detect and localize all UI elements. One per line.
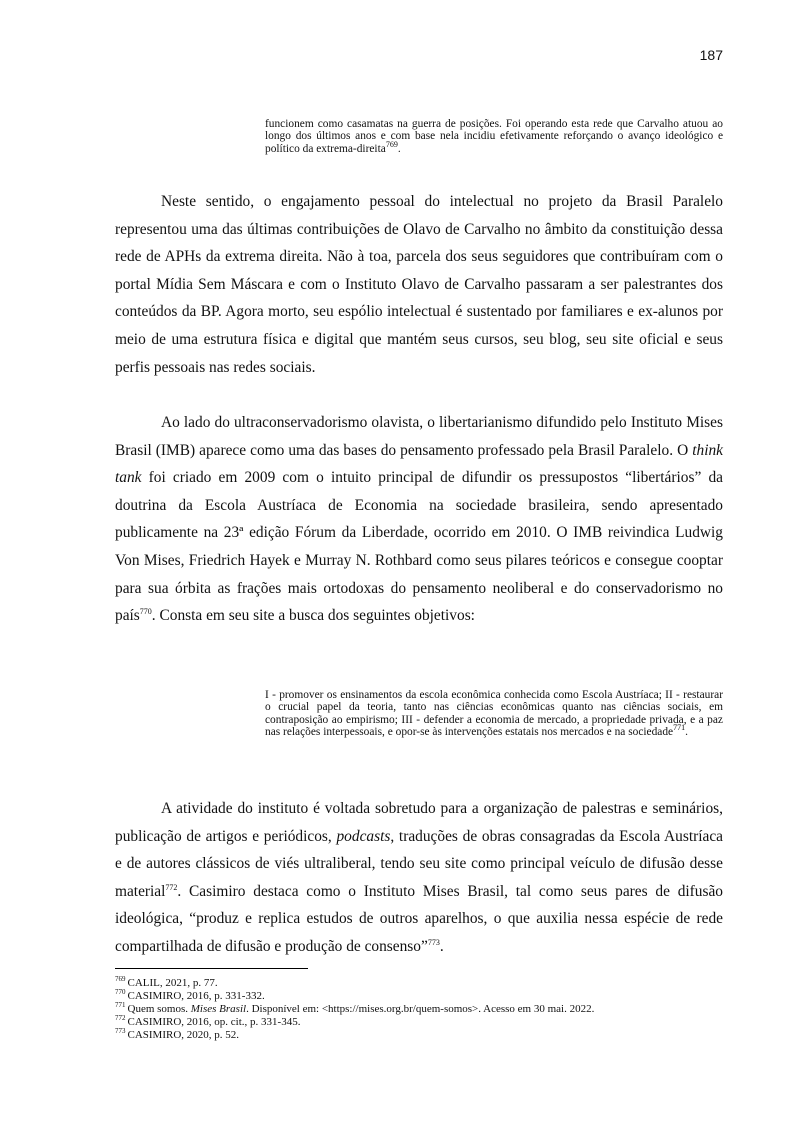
paragraph-1 xyxy=(115,188,723,381)
emphasis-think-tank: think tank xyxy=(115,441,723,487)
block-quote-1: funcionem como casamatas na guerra de posições. Foi operando esta rede que Carvalho atuou ao longo dos últimos anos e com base nela incidiu efetivamente reforçando o avanço ideológico e político da extrema-direita$^{769}$. xyxy=(265,118,723,155)
footnote-separator xyxy=(115,968,308,969)
footnote-771: $^{771}$ Quem somos. Mises Brasil. Disponível em: <https://mises.org.br/quem-somos>. Acesso em 30 mai. 2022. xyxy=(115,1001,595,1015)
emphasis-podcasts: podcasts xyxy=(336,827,391,845)
footnote-769: $^{769}$ CALIL, 2021, p. 77. xyxy=(115,975,218,989)
footnote-ref-773[interactable]: 773 xyxy=(427,937,440,947)
paragraph-3: A atividade do instituto é voltada sobretudo para a organização de palestras e seminários, publicação de artigos e periódicos, podcasts, traduções de obras consagradas da Escola Austríaca e de autores clássicos de viés ultraliberal, tendo seu site como principal veículo de difusão desse material$^{772}$. Casimiro destaca como o Instituto Mises Brasil, tal como seus pares de difusão ideológica, “produz e replica estudos de outros aparelhos, o que auxilia nessa espécie de rede compartilhada de difusão e produção de consenso”$^{773}$. xyxy=(115,800,723,955)
footnote-ref-772[interactable]: 772 xyxy=(165,882,178,892)
footnotes xyxy=(115,977,735,1042)
paragraph-text: Neste sentido, o engajamento pessoal do intelectual no projeto da Brasil Paralelo representou uma das últimas contribuições de Olavo de Carvalho no âmbito da constituição dessa rede de APHs da extrema direita. Não à toa, parcela dos seus seguidores que contribuíram com o portal Mídia Sem Máscara e com o Instituto Olavo de Carvalho passaram a ser palestrantes dos conteúdos da BP. Agora morto, seu espólio intelectual é sustentado por familiares e ex-alunos por meio de uma estrutura física e digital que mantém seus cursos, seu blog, seu site oficial e seus perfis pessoais nas redes sociais. xyxy=(115,193,723,376)
footnote-ref-770[interactable]: 770 xyxy=(139,607,152,617)
paragraph-2: Ao lado do ultraconservadorismo olavista, o libertarianismo difundido pelo Instituto Mises Brasil (IMB) aparece como uma das bases do pensamento professado pela Brasil Paralelo. O think tank foi criado em 2009 com o intuito principal de difundir os pressupostos “libertários” da doutrina da Escola Austríaca de Economia na sociedade brasileira, sendo apresentado publicamente na 23ª edição Fórum da Liberdade, ocorrido em 2010. O IMB reivindica Ludwig Von Mises, Friedrich Hayek e Murray N. Rothbard como seus pilares teóricos e consegue cooptar para sua órbita as frações mais ortodoxas do pensamento neoliberal e do conservadorismo no país$^{770}$. Consta em seu site a busca dos seguintes objetivos: xyxy=(115,414,723,625)
page-number: 187 xyxy=(699,47,723,63)
block-quote-2: I - promover os ensinamentos da escola econômica conhecida como Escola Austríaca; II - restaurar o crucial papel da teoria, tanto nas ciências econômicas quanto nas ciências sociais, em contraposição ao empirismo; III - defender a economia de mercado, a propriedade privada, e a paz nas relações interpessoais, e opor-se às intervenções estatais nos mercados e na sociedade$^{771}$. xyxy=(265,689,723,739)
footnote-ref-769[interactable]: 769 xyxy=(385,140,398,150)
quote-text: I - promover os ensinamentos da escola econômica conhecida como Escola Austríaca; II - restaurar o crucial papel da teoria, tanto nas ciências econômicas quanto nas ciências sociais, em contraposição ao empirismo; III - defender a economia de mercado, a propriedade privada, e a paz nas relações interpessoais, e opor-se às intervenções estatais nos mercados e na sociedade xyxy=(265,689,723,739)
footnote-link-text: . Disponível em: <https://mises.org.br/quem-somos>. Acesso em 30 mai. 2022. xyxy=(246,1003,595,1015)
footnote-772: $^{772}$ CASIMIRO, 2016, op. cit., p. 331-345. xyxy=(115,1014,301,1028)
footnote-ref-771[interactable]: 771 xyxy=(673,723,686,733)
footnote-770: $^{770}$ CASIMIRO, 2016, p. 331-332. xyxy=(115,988,265,1002)
quote-text: funcionem como casamatas na guerra de posições. Foi operando esta rede que Carvalho atuou ao longo dos últimos anos e com base nela incidiu efetivamente reforçando o avanço ideológico e político da extrema-direita xyxy=(265,118,723,155)
footnote-773: $^{773}$ CASIMIRO, 2020, p. 52. xyxy=(115,1027,240,1041)
